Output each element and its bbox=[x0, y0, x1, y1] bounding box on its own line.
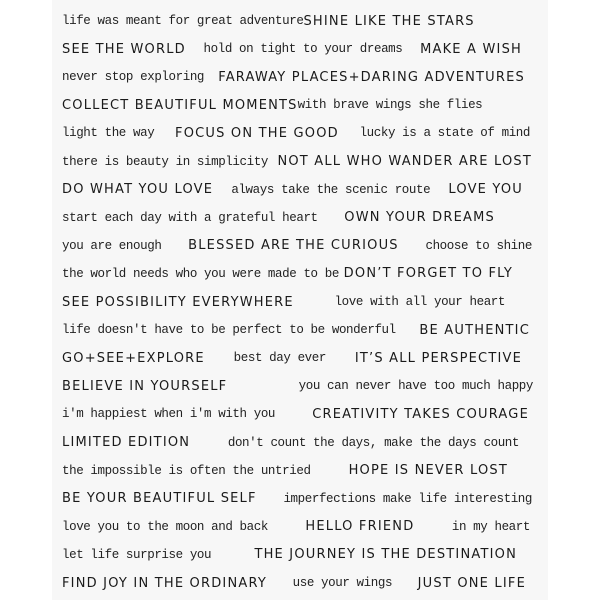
phrase-text: HOPE IS NEVER LOST bbox=[348, 463, 508, 479]
phrase-text: FARAWAY PLACES+DARING ADVENTURES bbox=[218, 69, 525, 85]
phrase-text: best day ever bbox=[233, 351, 326, 366]
phrase-text: LIMITED EDITION bbox=[62, 435, 191, 450]
phrase-text: always take the scenic route bbox=[231, 182, 431, 197]
phrase-text: don't count the days, make the days count bbox=[227, 435, 519, 450]
phrase-row bbox=[62, 485, 532, 513]
phrase-row bbox=[62, 541, 517, 569]
phrase-text: MAKE A WISH bbox=[420, 41, 522, 57]
phrase-text: CREATIVITY TAKES COURAGE bbox=[312, 406, 529, 422]
phrase-text: OWN YOUR DREAMS bbox=[344, 210, 495, 226]
phrase-row bbox=[62, 457, 508, 485]
phrase-row bbox=[62, 7, 475, 35]
phrase-text: the impossible is often the untried bbox=[62, 463, 311, 478]
phrase-row bbox=[62, 569, 526, 597]
phrase-text: FIND JOY IN THE ORDINARY bbox=[62, 575, 268, 591]
phrase-text: BLESSED ARE THE CURIOUS bbox=[188, 238, 399, 254]
phrase-text: COLLECT BEAUTIFUL MOMENTS bbox=[62, 97, 298, 113]
phrase-row bbox=[62, 176, 523, 204]
phrase-row bbox=[62, 91, 483, 119]
phrase-text: the world needs who you were made to be bbox=[62, 266, 339, 281]
phrase-text: hold on tight to your dreams bbox=[203, 42, 403, 57]
phrase-text: in my heart bbox=[451, 519, 530, 534]
phrase-row bbox=[62, 35, 522, 63]
phrase-text: you are enough bbox=[62, 238, 162, 253]
phrase-text: use your wings bbox=[292, 576, 393, 590]
phrase-text: HELLO FRIEND bbox=[305, 519, 415, 535]
phrase-row bbox=[62, 429, 519, 457]
phrase-row bbox=[62, 316, 530, 344]
phrase-row bbox=[62, 119, 530, 147]
phrase-row bbox=[62, 232, 532, 260]
phrase-text: SEE THE WORLD bbox=[62, 41, 186, 57]
phrase-text: NOT ALL WHO WANDER ARE LOST bbox=[277, 154, 532, 169]
phrase-text: life doesn't have to be perfect to be wonderful bbox=[62, 323, 396, 338]
phrase-text: SEE POSSIBILITY EVERYWHERE bbox=[62, 294, 294, 310]
phrase-text: BE YOUR BEAUTIFUL SELF bbox=[62, 491, 257, 507]
phrase-text: you can never have too much happy bbox=[298, 379, 533, 394]
phrase-text: GO+SEE+EXPLORE bbox=[62, 350, 205, 366]
phrase-row bbox=[62, 344, 522, 372]
phrase-text: there is beauty in simplicity bbox=[62, 154, 268, 169]
phrase-text: life was meant for great adventure bbox=[62, 14, 304, 28]
phrase-text: DO WHAT YOU LOVE bbox=[62, 182, 214, 198]
phrase-text: DON’T FORGET TO FLY bbox=[343, 266, 513, 282]
phrase-text: with brave wings she flies bbox=[297, 98, 483, 113]
phrase-text: start each day with a grateful heart bbox=[62, 210, 318, 225]
phrase-text: FOCUS ON THE GOOD bbox=[175, 125, 339, 141]
phrase-text: choose to shine bbox=[425, 238, 532, 253]
phrase-text: SHINE LIKE THE STARS bbox=[303, 13, 475, 29]
phrase-text: never stop exploring bbox=[62, 70, 205, 85]
phrase-text: imperfections make life interesting bbox=[283, 491, 532, 506]
phrase-text: light the way bbox=[62, 126, 155, 141]
phrase-text: i'm happiest when i'm with you bbox=[62, 407, 276, 422]
phrase-text: love you to the moon and back bbox=[62, 519, 268, 534]
phrase-text: LOVE YOU bbox=[448, 182, 523, 198]
phrase-row bbox=[62, 288, 505, 316]
phrase-text: JUST ONE LIFE bbox=[417, 575, 526, 591]
phrase-row bbox=[62, 372, 533, 400]
phrase-text: lucky is a state of mind bbox=[359, 126, 530, 141]
phrase-row bbox=[62, 148, 532, 176]
phrase-row bbox=[62, 400, 529, 428]
phrase-row bbox=[62, 63, 525, 91]
phrase-text: THE JOURNEY IS THE DESTINATION bbox=[254, 547, 517, 563]
phrase-row bbox=[62, 260, 513, 288]
phrase-text: love with all your heart bbox=[334, 295, 505, 309]
phrase-text: IT’S ALL PERSPECTIVE bbox=[354, 350, 522, 366]
phrase-text: BE AUTHENTIC bbox=[419, 322, 530, 338]
phrase-row bbox=[62, 204, 495, 232]
phrase-text: BELIEVE IN YOURSELF bbox=[62, 378, 228, 394]
phrase-text: let life surprise you bbox=[62, 547, 212, 562]
phrase-row bbox=[62, 513, 530, 541]
